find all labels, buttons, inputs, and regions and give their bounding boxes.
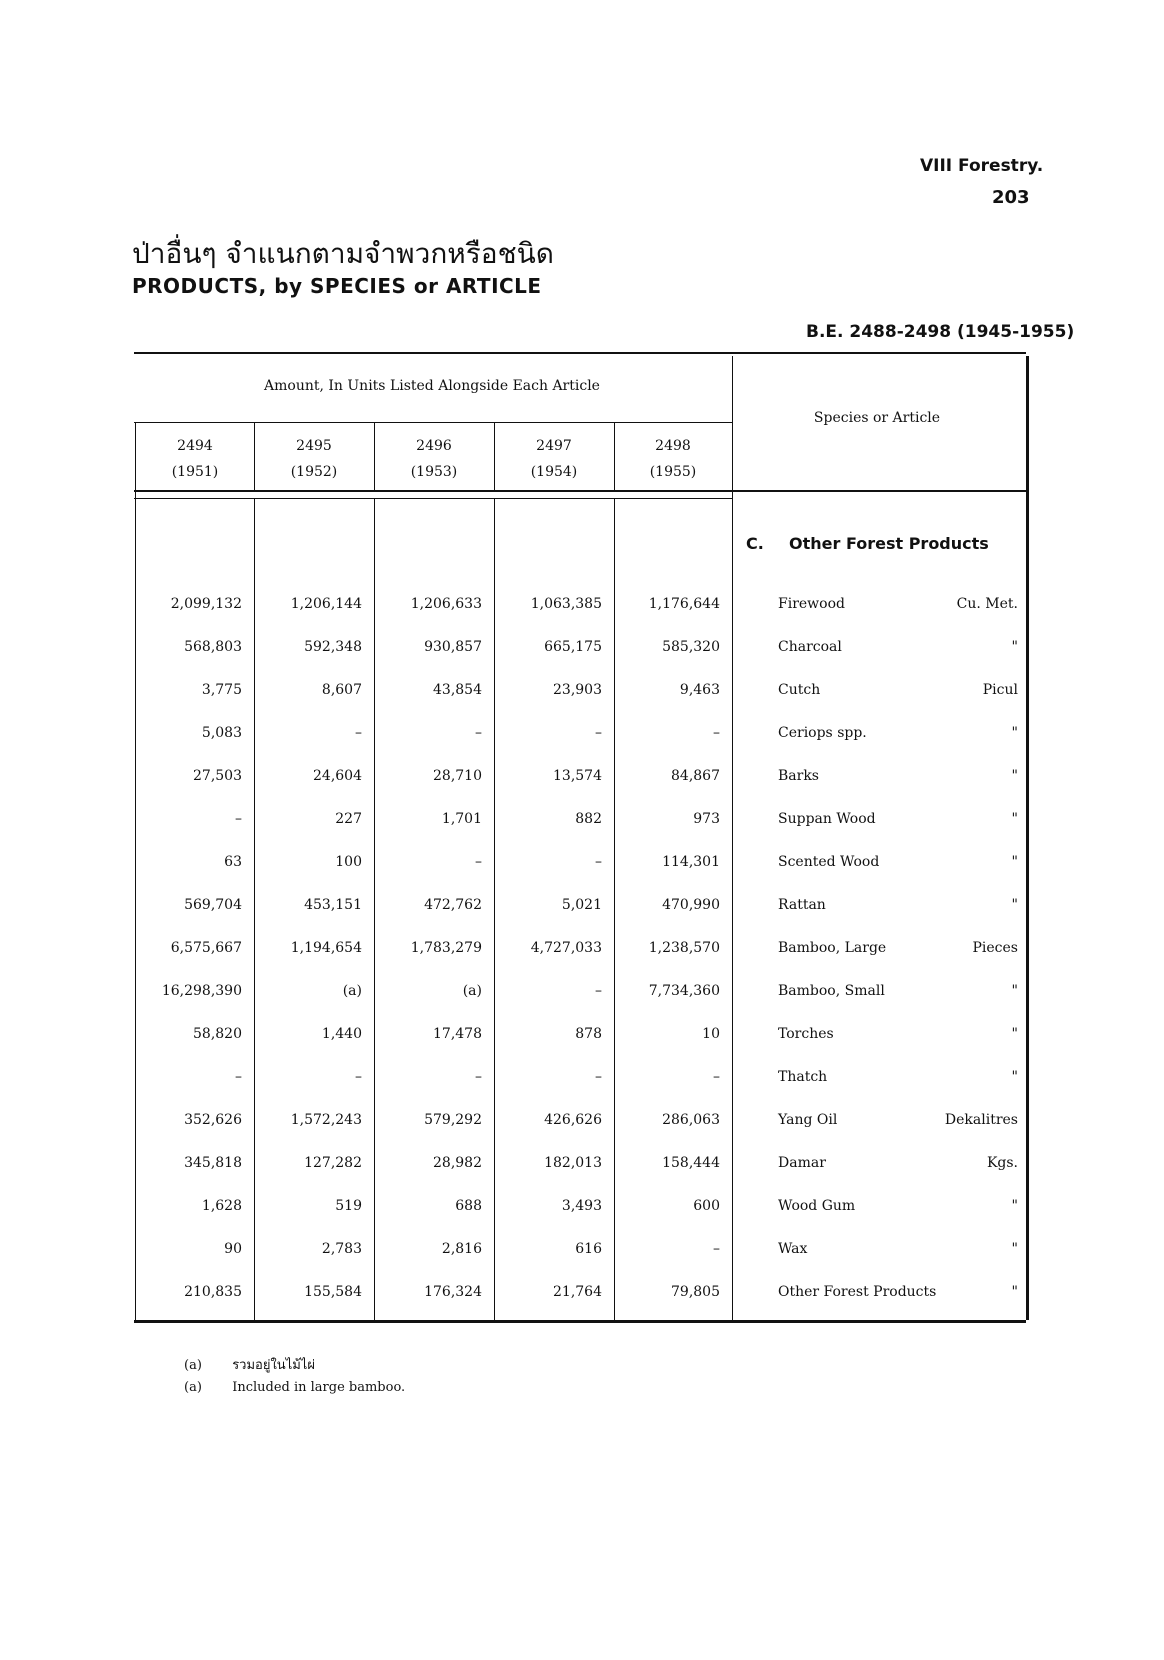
article-name: Suppan Wood: [778, 811, 876, 827]
value-cell: 63: [224, 854, 242, 870]
value-cell: 1,783,279: [410, 940, 482, 956]
column-year-be: 2495: [296, 438, 332, 454]
value-cell: 17,478: [433, 1026, 482, 1042]
unit-label: ": [1011, 768, 1018, 784]
value-cell: 1,238,570: [648, 940, 720, 956]
value-cell: –: [713, 1241, 720, 1257]
value-cell: 158,444: [662, 1155, 720, 1171]
value-cell: –: [475, 1069, 482, 1085]
column-year-ce: (1952): [290, 464, 338, 480]
value-cell: 155,584: [304, 1284, 362, 1300]
value-cell: 569,704: [184, 897, 242, 913]
footnote-thai: [184, 1354, 315, 1375]
value-cell: 1,176,644: [648, 596, 720, 612]
unit-label: ": [1011, 725, 1018, 741]
value-cell: 688: [455, 1198, 482, 1214]
unit-label: Cu. Met.: [956, 596, 1018, 612]
value-cell: 43,854: [433, 682, 482, 698]
unit-label: Kgs.: [986, 1155, 1018, 1171]
value-cell: 878: [575, 1026, 602, 1042]
unit-label: ": [1011, 1026, 1018, 1042]
value-cell: 1,701: [441, 811, 482, 827]
value-cell: 5,083: [201, 725, 242, 741]
value-cell: 28,982: [433, 1155, 482, 1171]
article-name: Ceriops spp.: [778, 725, 867, 741]
value-cell: –: [713, 725, 720, 741]
value-cell: 79,805: [671, 1284, 720, 1300]
value-cell: (a): [342, 983, 362, 999]
value-cell: 3,775: [201, 682, 242, 698]
column-year-ce: (1951): [171, 464, 219, 480]
value-cell: 24,604: [313, 768, 362, 784]
value-cell: 7,734,360: [648, 983, 720, 999]
value-cell: –: [595, 983, 602, 999]
value-cell: 6,575,667: [170, 940, 242, 956]
article-name: Wood Gum: [778, 1198, 856, 1214]
column-year-ce: (1953): [410, 464, 458, 480]
section-label: VIII Forestry.: [920, 156, 1044, 176]
value-cell: 470,990: [662, 897, 720, 913]
value-cell: 2,099,132: [170, 596, 242, 612]
species-divider: [732, 356, 733, 1320]
value-cell: 27,503: [193, 768, 242, 784]
value-cell: 176,324: [424, 1284, 482, 1300]
value-cell: 600: [693, 1198, 720, 1214]
article-name: Yang Oil: [778, 1112, 838, 1128]
value-cell: –: [595, 854, 602, 870]
value-cell: 210,835: [184, 1284, 242, 1300]
category-title: [746, 534, 989, 553]
value-cell: 13,574: [553, 768, 602, 784]
footnote-mark: (a): [184, 1358, 202, 1373]
value-cell: 616: [575, 1241, 602, 1257]
value-cell: 1,440: [321, 1026, 362, 1042]
species-header: Species or Article: [813, 410, 941, 426]
unit-label: ": [1011, 811, 1018, 827]
header-bottom-rule: [134, 490, 1026, 492]
value-cell: 2,783: [321, 1241, 362, 1257]
value-cell: 579,292: [424, 1112, 482, 1128]
value-cell: 1,063,385: [530, 596, 602, 612]
value-cell: 453,151: [304, 897, 362, 913]
value-cell: 352,626: [184, 1112, 242, 1128]
value-cell: 28,710: [433, 768, 482, 784]
article-name: Cutch: [778, 682, 821, 698]
value-cell: 5,021: [561, 897, 602, 913]
article-name: Torches: [778, 1026, 834, 1042]
value-cell: 114,301: [662, 854, 720, 870]
unit-label: ": [1011, 639, 1018, 655]
value-cell: 4,727,033: [530, 940, 602, 956]
article-name: Wax: [778, 1241, 808, 1257]
unit-label: ": [1011, 1241, 1018, 1257]
value-cell: 665,175: [544, 639, 602, 655]
article-name: Bamboo, Small: [778, 983, 885, 999]
value-cell: 58,820: [193, 1026, 242, 1042]
value-cell: 592,348: [304, 639, 362, 655]
article-name: Other Forest Products: [778, 1284, 937, 1300]
value-cell: 585,320: [662, 639, 720, 655]
table-bottom-rule: [134, 1320, 1026, 1323]
value-cell: 182,013: [544, 1155, 602, 1171]
value-cell: 1,628: [201, 1198, 242, 1214]
article-name: Firewood: [778, 596, 845, 612]
amount-group-header: Amount, In Units Listed Alongside Each Article: [264, 378, 600, 394]
page-title: PRODUCTS, by SPECIES or ARTICLE: [132, 274, 542, 298]
value-cell: 1,194,654: [290, 940, 362, 956]
value-cell: 127,282: [304, 1155, 362, 1171]
column-year-be: 2497: [536, 438, 572, 454]
value-cell: 1,572,243: [290, 1112, 362, 1128]
column-year-be: 2496: [416, 438, 452, 454]
article-name: Bamboo, Large: [778, 940, 887, 956]
value-cell: –: [355, 725, 362, 741]
table-left-border: [135, 422, 136, 1320]
article-name: Barks: [778, 768, 819, 784]
value-cell: 21,764: [553, 1284, 602, 1300]
year-header-top-rule: [134, 422, 732, 423]
value-cell: 973: [693, 811, 720, 827]
value-cell: –: [235, 1069, 242, 1085]
column-year-ce: (1955): [649, 464, 697, 480]
value-cell: 9,463: [679, 682, 720, 698]
footnote-text: รวมอยู่ในไม้ไผ่: [232, 1358, 315, 1373]
value-cell: 286,063: [662, 1112, 720, 1128]
value-cell: –: [713, 1069, 720, 1085]
value-cell: 90: [224, 1241, 242, 1257]
unit-label: ": [1011, 897, 1018, 913]
category-name: Other Forest Products: [788, 534, 989, 553]
value-cell: –: [475, 725, 482, 741]
unit-label: ": [1011, 1284, 1018, 1300]
value-cell: 519: [335, 1198, 362, 1214]
value-cell: 84,867: [671, 768, 720, 784]
unit-label: ": [1011, 983, 1018, 999]
article-name: Damar: [778, 1155, 826, 1171]
value-cell: 345,818: [184, 1155, 242, 1171]
value-cell: –: [475, 854, 482, 870]
value-cell: 100: [335, 854, 362, 870]
article-name: Thatch: [778, 1069, 828, 1085]
unit-label: Dekalitres: [944, 1112, 1018, 1128]
value-cell: 227: [335, 811, 362, 827]
unit-label: ": [1011, 854, 1018, 870]
value-cell: –: [235, 811, 242, 827]
category-letter: C.: [746, 534, 764, 553]
value-cell: 1,206,144: [290, 596, 362, 612]
footnote-english: [184, 1380, 405, 1395]
unit-label: Pieces: [972, 940, 1018, 956]
page-title-thai: ป่าอื่นๆ จำแนกตามจำพวกหรือชนิด: [132, 237, 554, 270]
body-top-rule: [134, 498, 732, 499]
article-name: Charcoal: [778, 639, 842, 655]
article-name: Scented Wood: [778, 854, 880, 870]
value-cell: 426,626: [544, 1112, 602, 1128]
unit-label: ": [1011, 1069, 1018, 1085]
footnote-text: Included in large bamboo.: [232, 1380, 406, 1395]
value-cell: –: [595, 1069, 602, 1085]
value-cell: –: [595, 725, 602, 741]
table-top-rule: [134, 352, 1026, 354]
value-cell: 23,903: [553, 682, 602, 698]
value-cell: 930,857: [424, 639, 482, 655]
value-cell: 882: [575, 811, 602, 827]
value-cell: 1,206,633: [410, 596, 482, 612]
value-cell: 3,493: [561, 1198, 602, 1214]
value-cell: (a): [462, 983, 482, 999]
value-cell: 8,607: [321, 682, 362, 698]
value-cell: 10: [702, 1026, 720, 1042]
value-cell: –: [355, 1069, 362, 1085]
period-label: B.E. 2488-2498 (1945-1955): [806, 322, 1075, 342]
unit-label: Picul: [982, 682, 1018, 698]
value-cell: 2,816: [441, 1241, 482, 1257]
footnote-mark: (a): [184, 1380, 202, 1395]
value-cell: 472,762: [424, 897, 482, 913]
page-number: 203: [992, 187, 1030, 208]
value-cell: 568,803: [184, 639, 242, 655]
column-year-be: 2498: [655, 438, 691, 454]
table-right-border: [1026, 356, 1029, 1320]
value-cell: 16,298,390: [161, 983, 242, 999]
unit-label: ": [1011, 1198, 1018, 1214]
article-name: Rattan: [778, 897, 826, 913]
column-year-ce: (1954): [530, 464, 578, 480]
column-year-be: 2494: [177, 438, 213, 454]
